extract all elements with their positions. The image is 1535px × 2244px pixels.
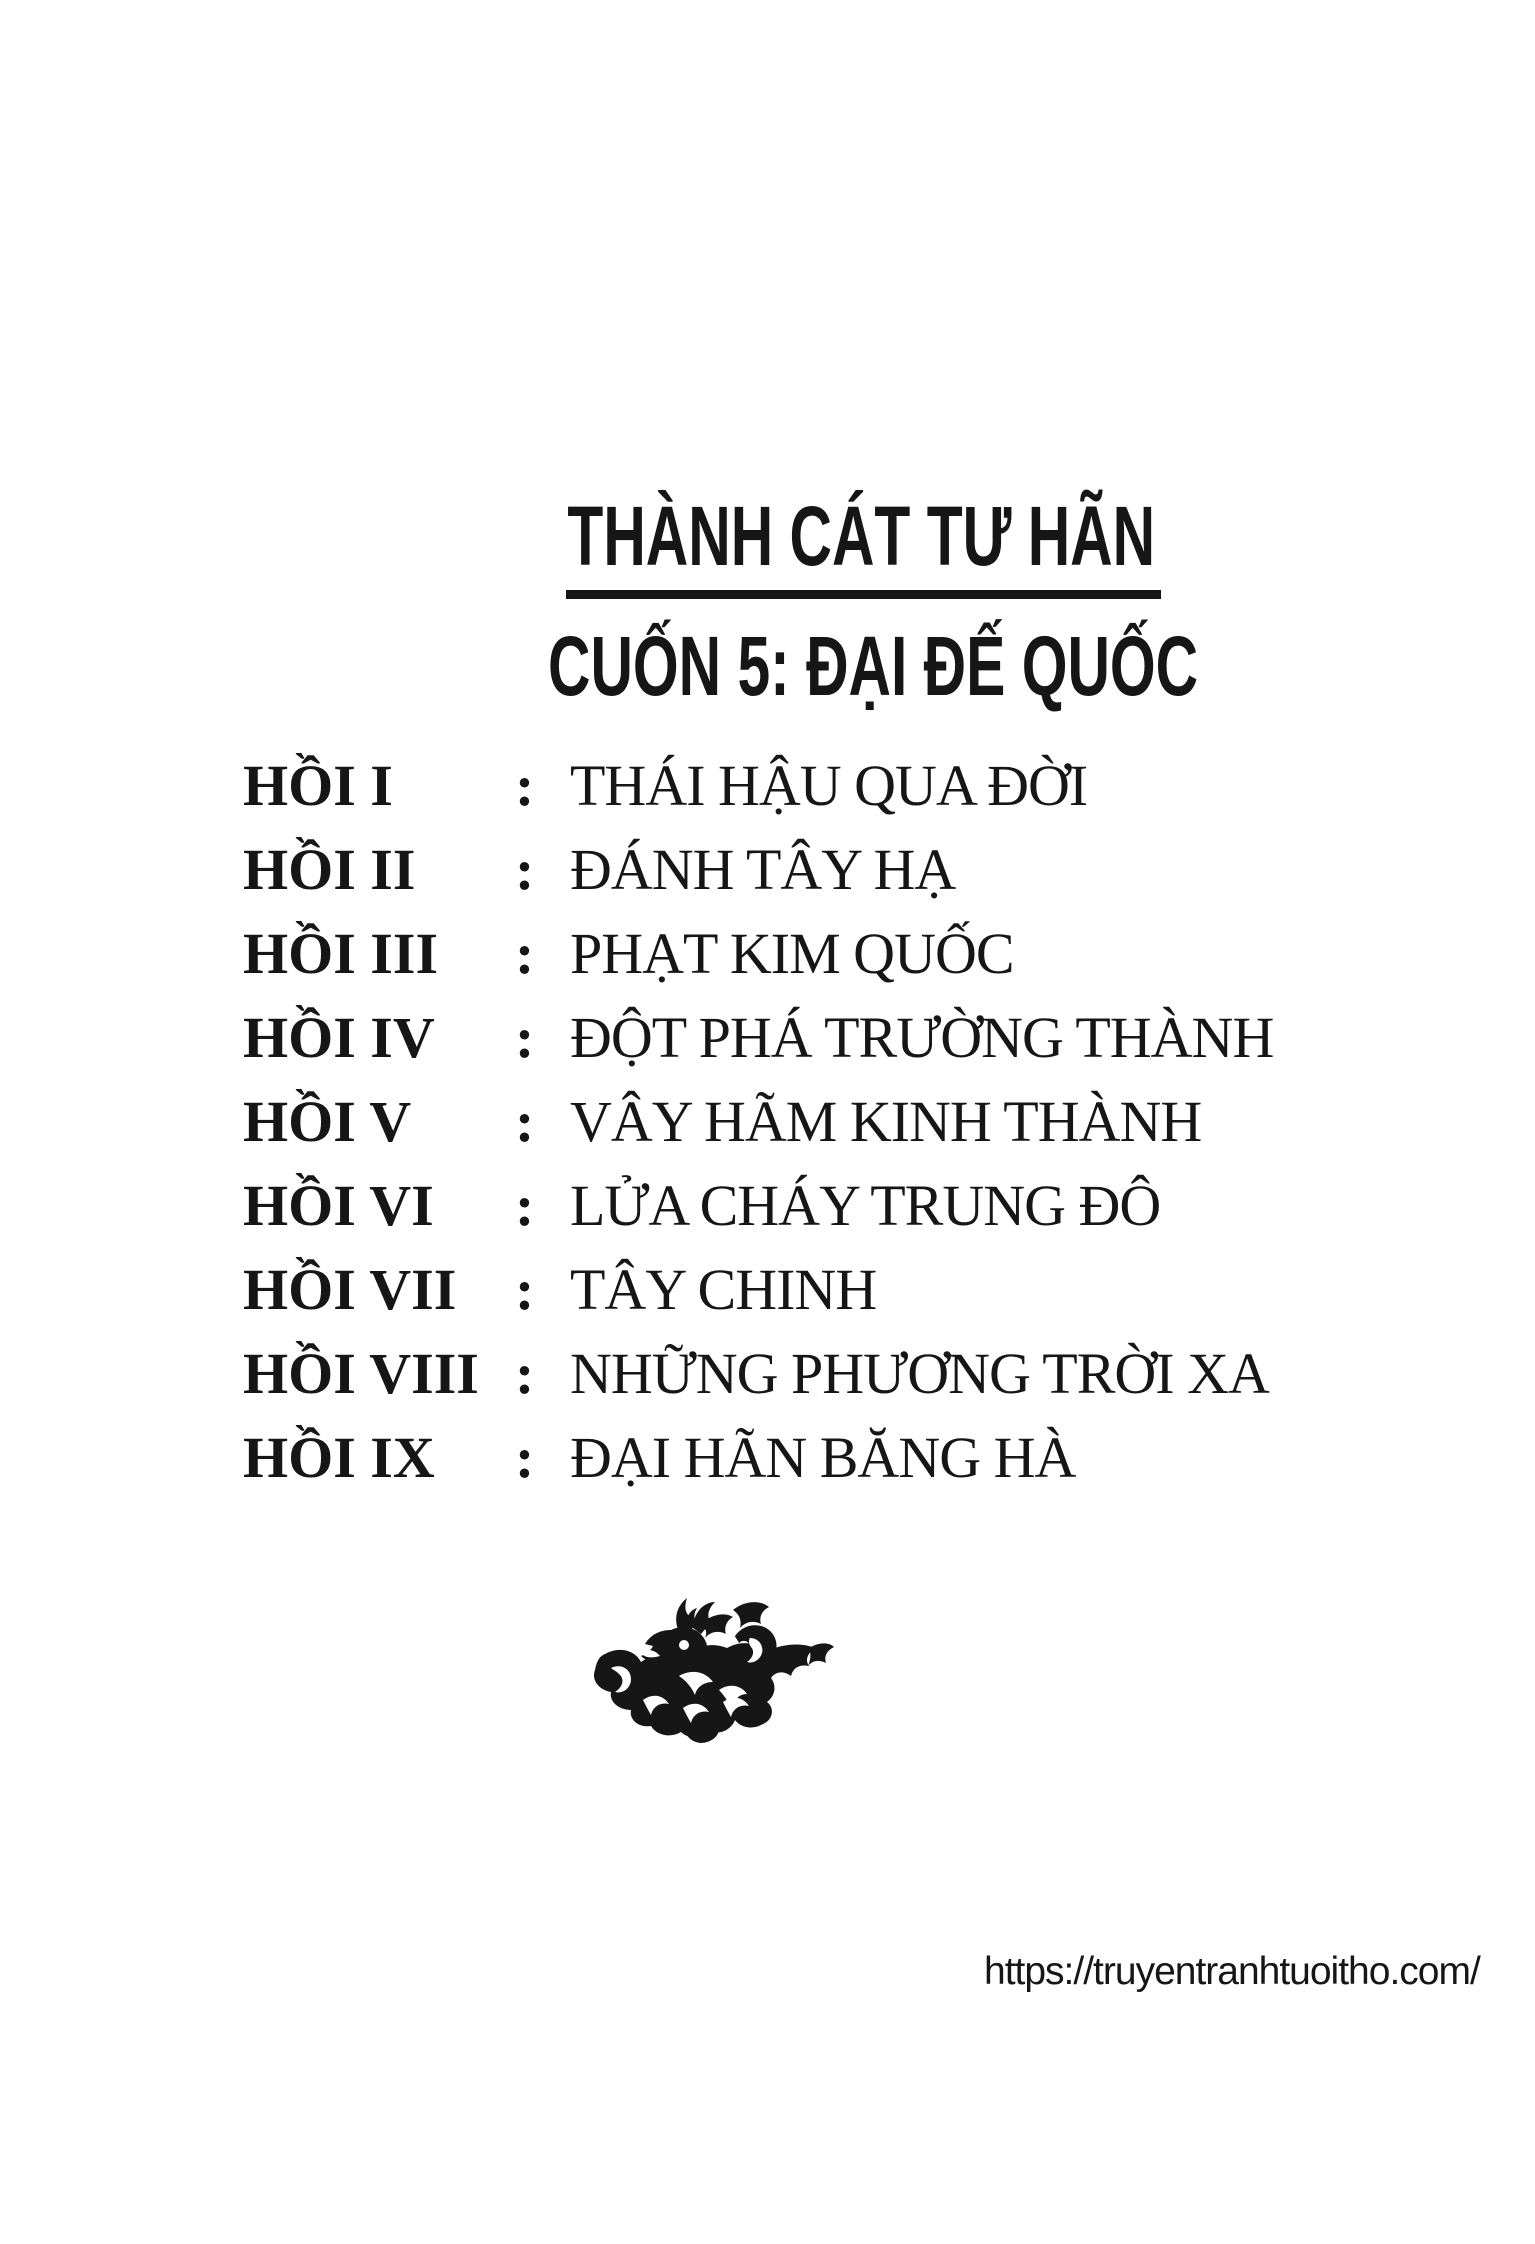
colon-separator: : (515, 921, 535, 986)
chapter-number: HỒI VII (243, 1257, 457, 1322)
toc-row (243, 1164, 1273, 1248)
chapter-title: ĐÁNH TÂY HẠ (570, 837, 956, 902)
colon-separator: : (515, 1257, 535, 1322)
toc-row (243, 1332, 1273, 1416)
chapter-number: HỒI IX (243, 1425, 435, 1490)
toc-row (243, 1416, 1273, 1500)
colon-separator: : (515, 1425, 535, 1490)
chapter-number: HỒI I (243, 753, 393, 818)
chapter-number: HỒI VI (243, 1173, 434, 1238)
toc-row (243, 1080, 1273, 1164)
colon-separator: : (515, 1005, 535, 1070)
toc-row (243, 1248, 1273, 1332)
source-url: https://truyentranhtuoitho.com/ (984, 1950, 1480, 1993)
chapter-title: PHẠT KIM QUỐC (570, 921, 1014, 986)
toc-row (243, 996, 1273, 1080)
chapter-number: HỒI V (243, 1089, 412, 1154)
chapter-title: ĐẠI HÃN BĂNG HÀ (570, 1425, 1076, 1490)
toc-row (243, 828, 1273, 912)
chapter-title: VÂY HÃM KINH THÀNH (570, 1089, 1202, 1154)
colon-separator: : (515, 753, 535, 818)
book-title: THÀNH CÁT TƯ HÃN (566, 494, 1161, 599)
volume-title: CUỐN 5: ĐẠI ĐẾ QUỐC (548, 619, 1199, 713)
toc-row (243, 912, 1273, 996)
chapter-number: HỒI III (243, 921, 439, 986)
colon-separator: : (515, 837, 535, 902)
chapter-number: HỒI VIII (243, 1341, 479, 1406)
chapter-number: HỒI II (243, 837, 416, 902)
colon-separator: : (515, 1341, 535, 1406)
chapter-title: TÂY CHINH (570, 1257, 877, 1322)
toc-row (243, 744, 1273, 828)
dragon-cloud-ornament (583, 1590, 835, 1746)
colon-separator: : (515, 1173, 535, 1238)
chapter-title: THÁI HẬU QUA ĐỜI (570, 753, 1088, 818)
colon-separator: : (515, 1089, 535, 1154)
table-of-contents (243, 744, 1273, 1500)
chapter-number: HỒI IV (243, 1005, 435, 1070)
chapter-title: ĐỘT PHÁ TRƯỜNG THÀNH (570, 1005, 1274, 1070)
chapter-title: LỬA CHÁY TRUNG ĐÔ (570, 1173, 1161, 1238)
chapter-title: NHỮNG PHƯƠNG TRỜI XA (570, 1341, 1269, 1406)
